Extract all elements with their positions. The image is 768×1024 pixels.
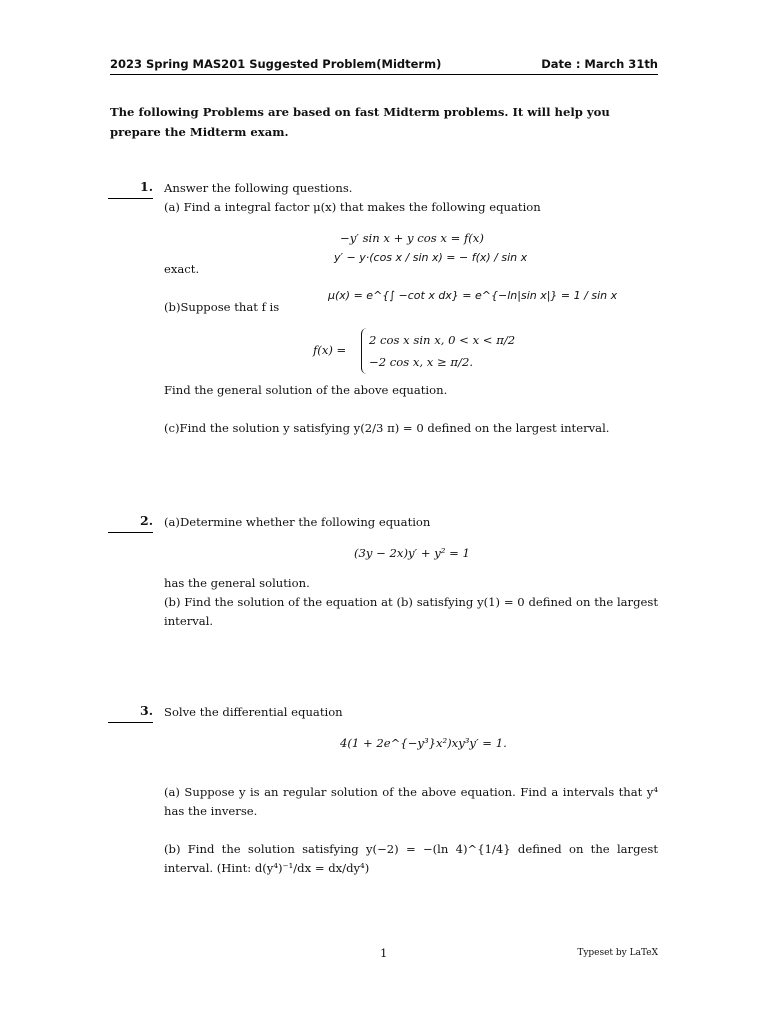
piecewise-case-1: 2 cos x sin x, 0 < x < π/2 [369, 333, 516, 347]
problem-1b-after: Find the general solution of the above equation. [164, 383, 448, 397]
problem-1-rule [108, 198, 153, 199]
document-date: Date : March 31th [541, 57, 658, 71]
header-rule [110, 74, 658, 75]
page-number: 1 [380, 946, 388, 960]
problem-1-exact: exact. [164, 262, 200, 276]
problem-2-number: 2. [140, 513, 154, 528]
problem-2-equation: (3y − 2x)y′ + y² = 1 [354, 546, 470, 560]
intro-line-2: prepare the Midterm exam. [110, 125, 289, 139]
problem-3-number: 3. [140, 703, 154, 718]
handwritten-line-2: μ(x) = e^{∫ −cot x dx} = e^{−ln|sin x|} = 1 / sin x [328, 290, 618, 302]
typeset-note: Typeset by LaTeX [577, 948, 658, 958]
problem-2-rule [108, 532, 153, 533]
document-title: 2023 Spring MAS201 Suggested Problem(Midterm) [110, 57, 442, 71]
handwritten-line-1: y′ − y·(cos x / sin x) = − f(x) / sin x [334, 251, 528, 264]
problem-1c-text: (c)Find the solution y satisfying y(2/3 π) = 0 defined on the largest interval. [164, 421, 610, 435]
problem-1a-text: (a) Find a integral factor μ(x) that makes the following equation [164, 200, 541, 214]
problem-2a-text: (a)Determine whether the following equation [164, 515, 431, 529]
problem-3-equation: 4(1 + 2e^{−y³}x²)xy³y′ = 1. [340, 736, 507, 750]
problem-2-after: has the general solution. [164, 576, 310, 590]
problem-3-lead: Solve the differential equation [164, 705, 343, 719]
problem-1b-text: (b)Suppose that f is [164, 300, 280, 314]
problem-3-rule [108, 722, 153, 723]
intro-paragraph [110, 102, 658, 142]
problem-1-number: 1. [140, 179, 154, 194]
page-header [110, 57, 658, 73]
problem-3b-text: (b) Find the solution satisfying y(−2) = −(ln 4)^{1/4} defined on the largest interval. (Hint: d(y⁴)⁻¹/dx = dx/dy⁴) [164, 842, 658, 875]
problem-1-equation: −y′ sin x + y cos x = f(x) [340, 231, 484, 245]
problem-1-lead: Answer the following questions. [164, 181, 353, 195]
piecewise-lhs: f(x) = [313, 343, 347, 357]
problem-3a-text: (a) Suppose y is an regular solution of the above equation. Find a intervals that y⁴ has the inverse. [164, 785, 658, 818]
intro-line-1: The following Problems are based on fast Midterm problems. It will help you [110, 105, 610, 119]
piecewise-case-2: −2 cos x, x ≥ π/2. [369, 355, 474, 369]
problem-2b-text: (b) Find the solution of the equation at (b) satisfying y(1) = 0 defined on the largest interval. [164, 595, 658, 628]
